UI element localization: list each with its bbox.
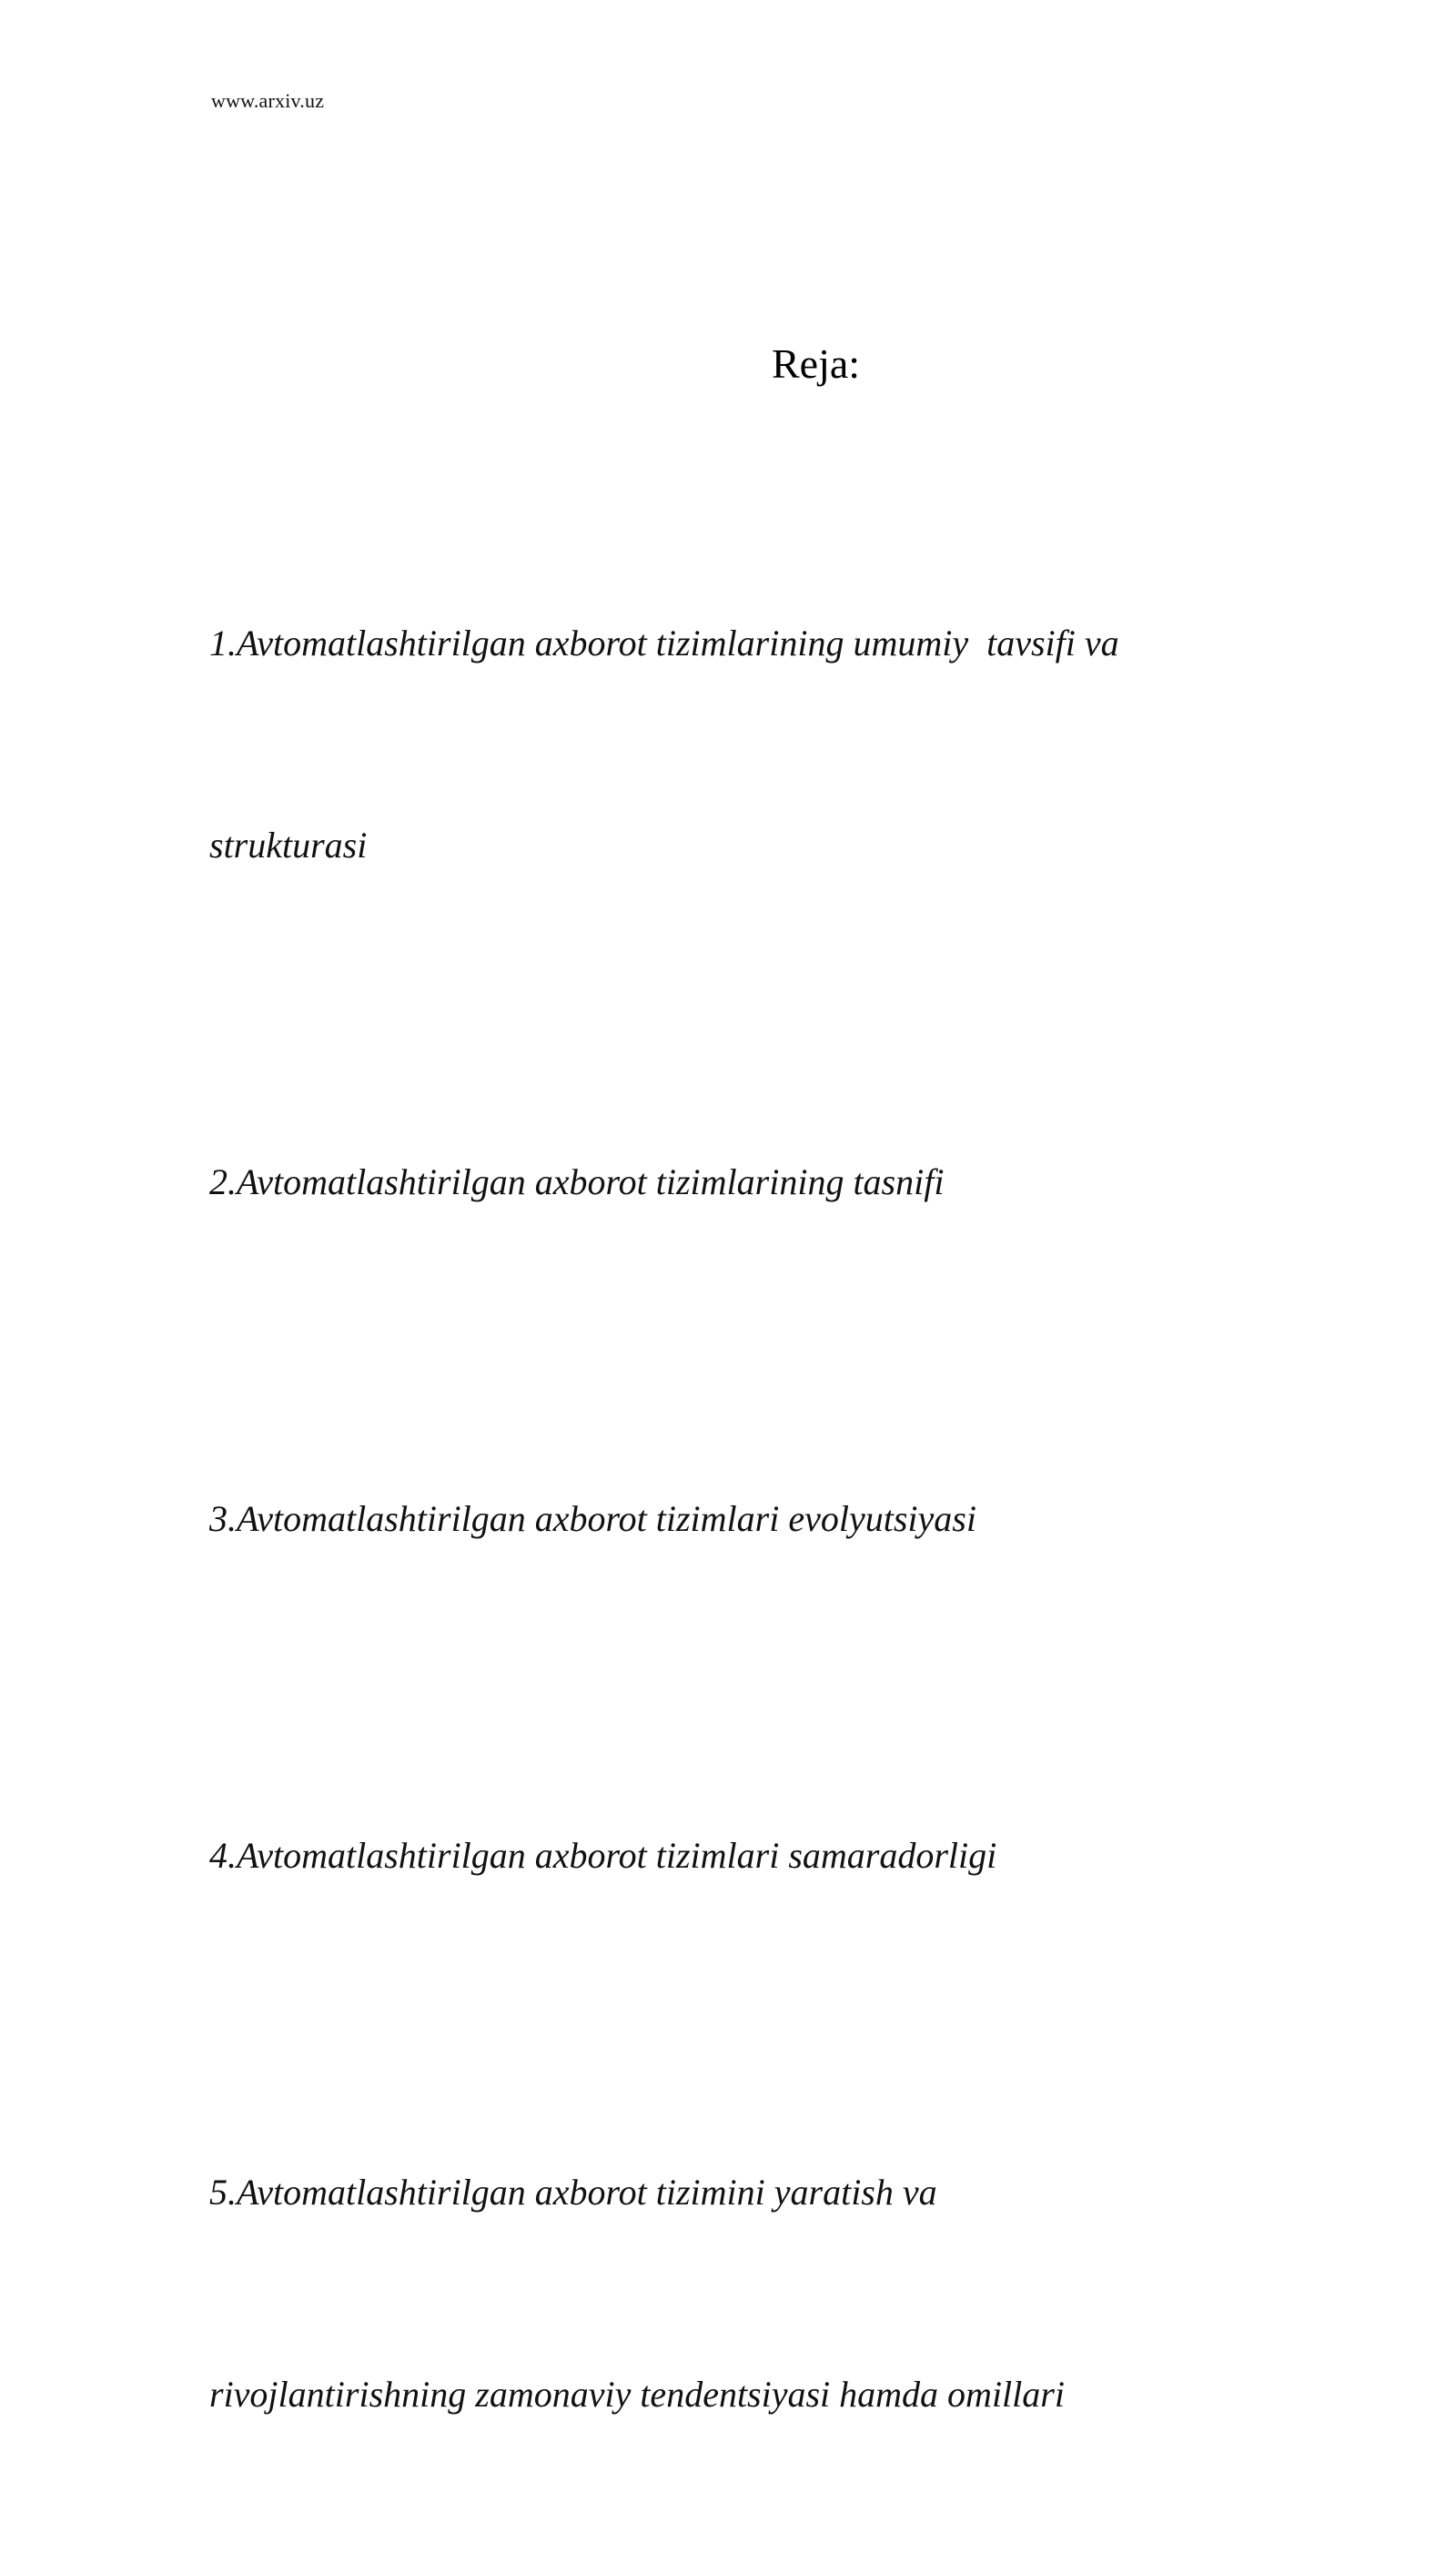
plan-item-2: [209, 1014, 1265, 1351]
plan-item-5: [209, 2024, 1265, 2563]
plan-list: [209, 475, 1265, 2563]
plan-item-3-line-1: 3.Avtomatlashtirilgan axborot tizimlari evolyutsiyasi: [209, 1498, 976, 1539]
plan-item-2-line-1: 2.Avtomatlashtirilgan axborot tizimlarining tasnifi: [209, 1161, 945, 1202]
plan-item-1-line-2: strukturasi: [209, 825, 368, 866]
plan-item-4: [209, 1687, 1265, 2024]
plan-item-1-line-1: 1.Avtomatlashtirilgan axborot tizimlarining umumiy tavsifi va: [209, 623, 1119, 664]
plan-item-1: [209, 475, 1265, 1014]
plan-item-5-line-1: 5.Avtomatlashtirilgan axborot tizimini yaratish va: [209, 2172, 937, 2213]
plan-item-4-line-1: 4.Avtomatlashtirilgan axborot tizimlari samaradorligi: [209, 1835, 997, 1876]
plan-item-5-line-2: rivojlantirishning zamonaviy tendentsiyasi hamda omillari: [209, 2374, 1065, 2415]
plan-item-3: [209, 1351, 1265, 1687]
header-url: www.arxiv.uz: [211, 89, 325, 112]
page-title: Reja:: [772, 340, 861, 387]
